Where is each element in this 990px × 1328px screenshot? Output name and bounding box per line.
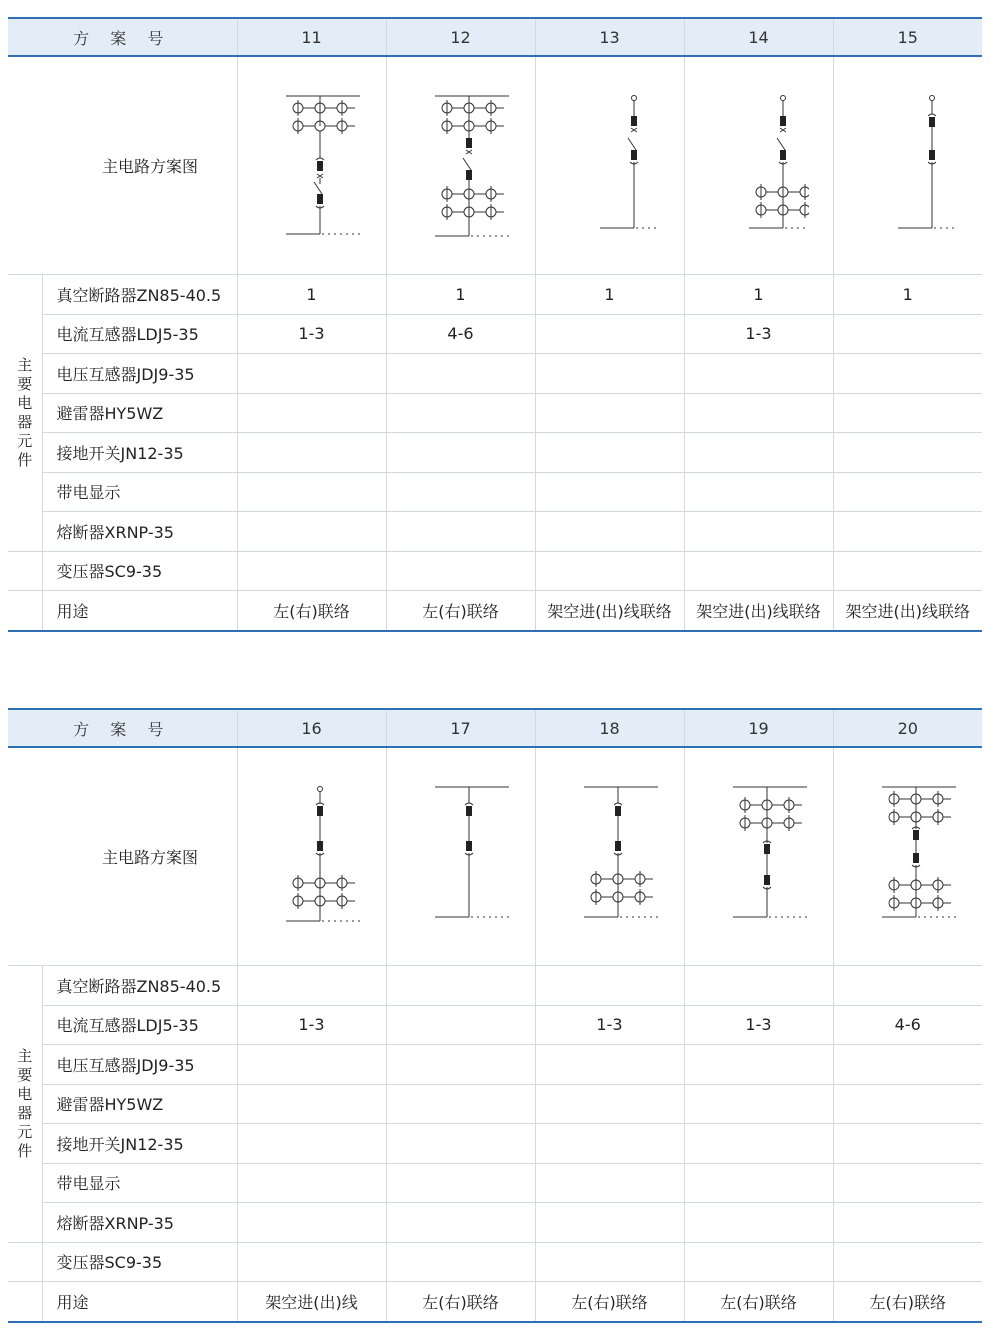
scheme-number: 12 [386,18,535,56]
table-cell [386,1005,535,1045]
usage-label: 用途 [42,1282,237,1322]
table-cell [386,1124,535,1164]
scheme-number: 16 [237,709,386,747]
scheme-number: 15 [833,18,982,56]
table-row [8,472,982,512]
table-cell [684,1045,833,1085]
circuit-diagram [237,56,386,275]
table-row [8,275,982,315]
table-cell [684,393,833,433]
table-cell [386,472,535,512]
circuit-diagram [237,747,386,966]
table-cell [833,433,982,473]
table-row [8,966,982,1006]
table-cell [386,393,535,433]
scheme-number: 18 [535,709,684,747]
table-cell [684,551,833,591]
table-cell [833,354,982,394]
scheme-number: 17 [386,709,535,747]
circuit-diagram-17 [411,777,511,937]
circuit-diagram [386,56,535,275]
table-cell: 1-3 [684,314,833,354]
circuit-diagram [535,747,684,966]
circuit-diagram-11 [262,86,362,246]
table-row [8,1242,982,1282]
table-cell [386,551,535,591]
component-name: 真空断路器ZN85-40.5 [42,966,237,1006]
table-cell [535,1084,684,1124]
table-row [8,512,982,552]
table-cell [684,472,833,512]
usage-row [8,1282,982,1322]
component-name: 接地开关JN12-35 [42,1124,237,1164]
table-cell [535,966,684,1006]
table-cell [535,1163,684,1203]
table-cell [535,1124,684,1164]
usage-row [8,591,982,631]
table-cell [237,966,386,1006]
usage-cell: 左(右)联络 [833,1282,982,1322]
table-cell [237,472,386,512]
side-label-text: 主要电器元件 [17,355,33,469]
component-name: 熔断器XRNP-35 [42,1203,237,1243]
usage-cell: 左(右)联络 [535,1282,684,1322]
circuit-diagram [833,747,982,966]
table-cell [386,1045,535,1085]
table-cell [833,1124,982,1164]
table-row [8,1045,982,1085]
table-row [8,314,982,354]
header-label: 方 案 号 [8,709,237,747]
table-cell: 4-6 [833,1005,982,1045]
table-cell [535,1045,684,1085]
circuit-diagram [386,747,535,966]
table-cell [237,433,386,473]
table-cell [386,1163,535,1203]
circuit-diagram [833,56,982,275]
component-name: 电流互感器LDJ5-35 [42,1005,237,1045]
table-cell-empty [8,591,42,631]
table-row [8,551,982,591]
usage-label: 用途 [42,591,237,631]
circuit-diagram-20 [858,777,958,937]
scheme-number: 13 [535,18,684,56]
table-cell: 1 [237,275,386,315]
table-cell [833,1242,982,1282]
table-cell [833,1203,982,1243]
circuit-diagram-12 [411,86,511,246]
diagram-row [8,56,982,275]
component-name: 真空断路器ZN85-40.5 [42,275,237,315]
table-cell [535,512,684,552]
table-cell [684,966,833,1006]
circuit-diagram [535,56,684,275]
table-cell [684,1124,833,1164]
scheme-number: 20 [833,709,982,747]
table-cell-empty [8,1282,42,1322]
side-label-text: 主要电器元件 [17,1046,33,1160]
diagram-label: 主电路方案图 [8,747,237,966]
table-cell [684,512,833,552]
diagram-row [8,747,982,966]
component-name: 电压互感器JDJ9-35 [42,354,237,394]
table-row [8,1124,982,1164]
component-name: 避雷器HY5WZ [42,393,237,433]
table-cell [386,512,535,552]
table-cell: 1-3 [535,1005,684,1045]
scheme-number: 11 [237,18,386,56]
header-row [8,709,982,747]
table-cell [237,1124,386,1164]
component-name: 电流互感器LDJ5-35 [42,314,237,354]
diagram-label: 主电路方案图 [8,56,237,275]
table-cell [386,433,535,473]
scheme-number: 14 [684,18,833,56]
usage-cell: 左(右)联络 [386,591,535,631]
table-row [8,1005,982,1045]
table-cell [833,1045,982,1085]
component-name: 接地开关JN12-35 [42,433,237,473]
table-cell [684,1084,833,1124]
table-cell [833,1084,982,1124]
table-cell [833,512,982,552]
circuit-diagram-18 [560,777,660,937]
component-name: 电压互感器JDJ9-35 [42,1045,237,1085]
table-cell [535,393,684,433]
table-cell: 1-3 [237,314,386,354]
table-cell [684,1242,833,1282]
table-cell [833,393,982,433]
circuit-diagram-16 [262,777,362,937]
table-cell [386,1084,535,1124]
component-name: 变压器SC9-35 [42,551,237,591]
table-cell [833,1163,982,1203]
table-cell [535,472,684,512]
table-cell [237,393,386,433]
table-cell [386,1242,535,1282]
table-row [8,1163,982,1203]
table-cell [833,966,982,1006]
table-cell [237,512,386,552]
table-cell: 1 [833,275,982,315]
table-cell [237,551,386,591]
scheme-table-2 [8,708,982,1323]
table-cell [535,551,684,591]
header-row [8,18,982,56]
table-cell [237,1045,386,1085]
table-row [8,354,982,394]
table-cell: 1-3 [684,1005,833,1045]
table-cell [684,433,833,473]
table-cell: 1 [535,275,684,315]
table-cell: 4-6 [386,314,535,354]
table-cell [237,1084,386,1124]
table-row [8,1084,982,1124]
circuit-diagram [684,56,833,275]
table-cell [237,1203,386,1243]
table-cell: 1 [386,275,535,315]
component-name: 带电显示 [42,1163,237,1203]
component-name: 熔断器XRNP-35 [42,512,237,552]
circuit-diagram-14 [709,86,809,246]
table-cell [237,1163,386,1203]
table-cell-empty [8,1242,42,1282]
usage-cell: 架空进(出)线联络 [535,591,684,631]
table-cell [535,1242,684,1282]
table-cell-empty [8,551,42,591]
table-row [8,433,982,473]
table-cell [535,433,684,473]
table-cell [535,1203,684,1243]
table-row [8,393,982,433]
table-row [8,1203,982,1243]
side-label [8,275,42,552]
table-cell [386,1203,535,1243]
table-cell: 1-3 [237,1005,386,1045]
table-cell [237,354,386,394]
component-name: 变压器SC9-35 [42,1242,237,1282]
header-label: 方 案 号 [8,18,237,56]
usage-cell: 左(右)联络 [684,1282,833,1322]
usage-cell: 左(右)联络 [237,591,386,631]
table-cell [535,314,684,354]
table-cell [833,314,982,354]
usage-cell: 架空进(出)线 [237,1282,386,1322]
table-cell [386,966,535,1006]
table-cell [535,354,684,394]
table-cell [684,354,833,394]
component-name: 带电显示 [42,472,237,512]
side-label [8,966,42,1243]
circuit-diagram-13 [560,86,660,246]
usage-cell: 架空进(出)线联络 [684,591,833,631]
table-cell [684,1163,833,1203]
table-cell [386,354,535,394]
table-cell [684,1203,833,1243]
table-cell [833,472,982,512]
table-cell: 1 [684,275,833,315]
circuit-diagram [684,747,833,966]
table-cell [833,551,982,591]
scheme-table-1 [8,17,982,632]
usage-cell: 架空进(出)线联络 [833,591,982,631]
component-name: 避雷器HY5WZ [42,1084,237,1124]
scheme-number: 19 [684,709,833,747]
circuit-diagram-15 [858,86,958,246]
circuit-diagram-19 [709,777,809,937]
table-cell [237,1242,386,1282]
usage-cell: 左(右)联络 [386,1282,535,1322]
